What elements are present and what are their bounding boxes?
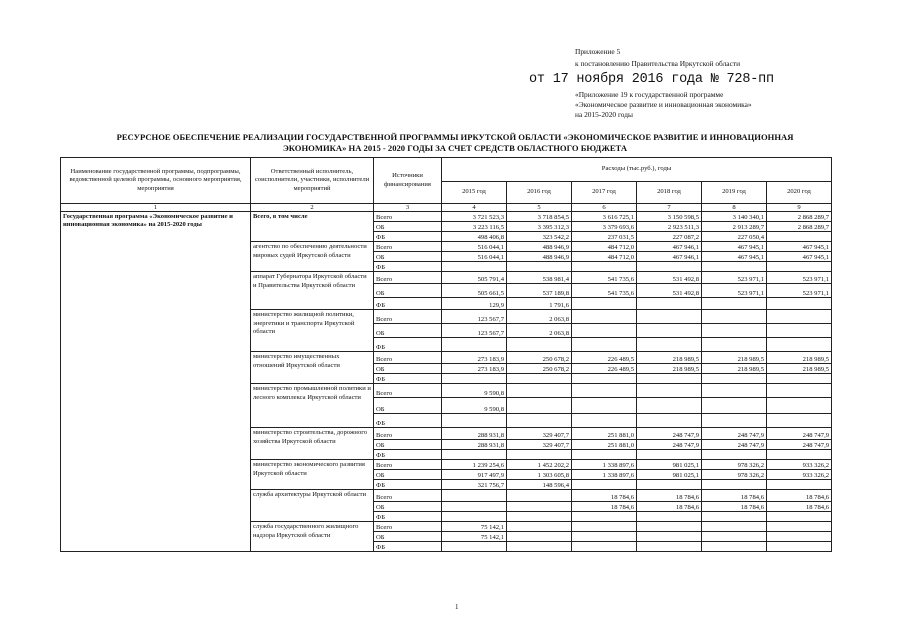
amount-cell: 248 747,9 — [637, 428, 702, 440]
appendix-label: Приложение 5 — [575, 47, 621, 56]
amount-cell: 148 596,4 — [507, 480, 572, 490]
executor-cell: Всего, в том числе — [251, 212, 374, 242]
amount-cell — [637, 374, 702, 384]
amount-cell: 3 223 116,5 — [442, 222, 507, 232]
amount-cell — [767, 232, 832, 242]
source-cell: ФБ — [374, 414, 442, 428]
amount-cell: 18 784,6 — [767, 490, 832, 502]
amount-cell — [442, 490, 507, 502]
amount-cell: 227 050,4 — [702, 232, 767, 242]
amount-cell — [702, 324, 767, 338]
amount-cell — [572, 532, 637, 542]
amount-cell: 237 031,5 — [572, 232, 637, 242]
source-cell: Всего — [374, 212, 442, 222]
amount-cell — [702, 414, 767, 428]
amount-cell: 541 735,6 — [572, 272, 637, 284]
amount-cell — [507, 414, 572, 428]
title-line-1: РЕСУРСНОЕ ОБЕСПЕЧЕНИЕ РЕАЛИЗАЦИИ ГОСУДАРСТВЕННОЙ ПРОГРАММЫ ИРКУТСКОЙ ОБЛАСТИ «ЭКОНОМИЧЕСКОЕ РАЗВИТИЕ И ИННОВАЦИОННАЯ — [116, 132, 794, 142]
source-cell: ОБ — [374, 440, 442, 450]
amount-cell: 488 946,9 — [507, 252, 572, 262]
amount-cell — [702, 310, 767, 324]
amount-cell: 75 142,1 — [442, 522, 507, 532]
source-cell: Всего — [374, 460, 442, 470]
source-cell: Всего — [374, 428, 442, 440]
amount-cell: 981 025,1 — [637, 470, 702, 480]
amount-cell — [572, 324, 637, 338]
amount-cell — [702, 522, 767, 532]
amount-cell: 227 087,2 — [637, 232, 702, 242]
amount-cell — [572, 298, 637, 310]
amount-cell — [767, 384, 832, 398]
amount-cell: 218 989,5 — [767, 352, 832, 364]
amount-cell: 484 712,0 — [572, 252, 637, 262]
source-cell: ФБ — [374, 480, 442, 490]
amount-cell: 505 661,5 — [442, 284, 507, 298]
amount-cell — [507, 502, 572, 512]
header-year: 2015 год — [442, 182, 507, 204]
amount-cell — [702, 480, 767, 490]
header-names: Наименование государственной программы, подпрограммы, ведомственной целевой программы, основного мероприятия, мероприятия — [61, 158, 251, 204]
header-source: Источники финансирования — [374, 158, 442, 204]
amount-cell: 523 971,1 — [767, 272, 832, 284]
amount-cell: 1 303 605,8 — [507, 470, 572, 480]
amount-cell: 484 712,0 — [572, 242, 637, 252]
amount-cell — [702, 512, 767, 522]
amount-cell — [637, 262, 702, 272]
amount-cell — [442, 512, 507, 522]
source-cell: ФБ — [374, 232, 442, 242]
amount-cell — [637, 338, 702, 352]
amount-cell — [572, 310, 637, 324]
executor-cell: служба государственного жилищного надзора Иркутской области — [251, 522, 374, 552]
executor-cell: министерство строительства, дорожного хозяйства Иркутской области — [251, 428, 374, 460]
amount-cell: 488 946,9 — [507, 242, 572, 252]
amount-cell: 3 718 854,5 — [507, 212, 572, 222]
amount-cell — [442, 542, 507, 552]
header-year: 2020 год — [767, 182, 832, 204]
amount-cell — [767, 298, 832, 310]
amount-cell — [637, 480, 702, 490]
amount-cell: 2 923 511,3 — [637, 222, 702, 232]
amount-cell: 18 784,6 — [702, 502, 767, 512]
column-number: 5 — [507, 204, 572, 212]
amount-cell: 251 881,0 — [572, 428, 637, 440]
column-number-row — [61, 204, 832, 212]
table-row — [61, 212, 832, 222]
amount-cell — [767, 532, 832, 542]
executor-cell: министерство имущественных отношений Иркутской области — [251, 352, 374, 384]
amount-cell — [507, 532, 572, 542]
amount-cell — [702, 532, 767, 542]
decree-reference: к постановлению Правительства Иркутской области — [575, 59, 741, 68]
amount-cell: 273 183,9 — [442, 364, 507, 374]
source-cell: ОБ — [374, 222, 442, 232]
column-number: 1 — [61, 204, 251, 212]
amount-cell: 3 395 312,3 — [507, 222, 572, 232]
amount-cell: 218 989,5 — [702, 364, 767, 374]
amount-cell: 516 044,1 — [442, 252, 507, 262]
amount-cell — [702, 298, 767, 310]
amount-cell: 2 868 289,7 — [767, 222, 832, 232]
header-year: 2017 год — [572, 182, 637, 204]
amount-cell: 218 989,5 — [702, 352, 767, 364]
amount-cell — [767, 512, 832, 522]
amount-cell: 538 981,4 — [507, 272, 572, 284]
amount-cell — [767, 262, 832, 272]
amount-cell: 523 971,1 — [702, 272, 767, 284]
amount-cell — [702, 384, 767, 398]
amount-cell: 933 326,2 — [767, 460, 832, 470]
amount-cell: 2 063,8 — [507, 324, 572, 338]
amount-cell: 18 784,6 — [637, 502, 702, 512]
amount-cell — [507, 398, 572, 414]
program-name-label: «Экономическое развитие и инновационная экономика» — [575, 100, 752, 109]
amount-cell: 273 183,9 — [442, 352, 507, 364]
amount-cell — [507, 542, 572, 552]
amount-cell — [637, 324, 702, 338]
amount-cell — [767, 374, 832, 384]
amount-cell — [767, 324, 832, 338]
amount-cell — [637, 450, 702, 460]
amount-cell: 1 452 202,2 — [507, 460, 572, 470]
amount-cell: 523 971,1 — [767, 284, 832, 298]
amount-cell: 537 189,8 — [507, 284, 572, 298]
amount-cell: 18 784,6 — [572, 502, 637, 512]
amount-cell: 467 945,1 — [702, 252, 767, 262]
amount-cell — [637, 398, 702, 414]
amount-cell: 123 567,7 — [442, 324, 507, 338]
amount-cell — [442, 450, 507, 460]
executor-cell: аппарат Губернатора Иркутской области и Правительства Иркутской области — [251, 272, 374, 310]
amount-cell: 531 492,8 — [637, 284, 702, 298]
amount-cell: 248 747,9 — [767, 428, 832, 440]
source-cell: Всего — [374, 384, 442, 398]
source-cell: ФБ — [374, 374, 442, 384]
amount-cell: 467 946,1 — [637, 242, 702, 252]
source-cell: ОБ — [374, 470, 442, 480]
source-cell: Всего — [374, 352, 442, 364]
source-cell: ФБ — [374, 262, 442, 272]
amount-cell: 9 590,8 — [442, 398, 507, 414]
amount-cell: 917 497,9 — [442, 470, 507, 480]
amount-cell: 123 567,7 — [442, 310, 507, 324]
amount-cell: 2 913 289,7 — [702, 222, 767, 232]
amount-cell: 18 784,6 — [767, 502, 832, 512]
amount-cell: 226 489,5 — [572, 364, 637, 374]
amount-cell: 250 678,2 — [507, 364, 572, 374]
source-cell: ФБ — [374, 338, 442, 352]
column-number: 9 — [767, 204, 832, 212]
column-number: 3 — [374, 204, 442, 212]
amount-cell: 2 063,8 — [507, 310, 572, 324]
amount-cell — [767, 398, 832, 414]
amount-cell — [702, 262, 767, 272]
source-cell: ФБ — [374, 542, 442, 552]
amount-cell — [507, 262, 572, 272]
amount-cell: 3 379 693,6 — [572, 222, 637, 232]
header-executor: Ответственный исполнитель, соисполнители, участники, исполнители мероприятий — [251, 158, 374, 204]
header-year: 2016 год — [507, 182, 572, 204]
amount-cell — [442, 414, 507, 428]
source-cell: ОБ — [374, 532, 442, 542]
executor-cell: министерство жилищной политики, энергетики и транспорта Иркутской области — [251, 310, 374, 352]
amount-cell — [572, 374, 637, 384]
table-body — [61, 212, 832, 552]
amount-cell — [702, 398, 767, 414]
amount-cell: 1 338 897,6 — [572, 460, 637, 470]
amount-cell: 978 326,2 — [702, 470, 767, 480]
amount-cell: 498 406,8 — [442, 232, 507, 242]
amount-cell — [572, 414, 637, 428]
amount-cell — [572, 338, 637, 352]
amount-cell: 251 881,0 — [572, 440, 637, 450]
amount-cell — [572, 262, 637, 272]
amount-cell — [767, 542, 832, 552]
amount-cell — [507, 384, 572, 398]
amount-cell — [507, 490, 572, 502]
amount-cell — [442, 262, 507, 272]
program-appendix-label: «Приложение 19 к государственной программе — [575, 90, 724, 99]
amount-cell: 218 989,5 — [637, 352, 702, 364]
amount-cell: 226 489,5 — [572, 352, 637, 364]
source-cell: ОБ — [374, 364, 442, 374]
amount-cell: 467 946,1 — [637, 252, 702, 262]
amount-cell — [637, 522, 702, 532]
amount-cell: 523 971,1 — [702, 284, 767, 298]
amount-cell — [767, 450, 832, 460]
amount-cell: 1 791,6 — [507, 298, 572, 310]
source-cell: ОБ — [374, 398, 442, 414]
amount-cell — [507, 522, 572, 532]
amount-cell: 1 239 254,6 — [442, 460, 507, 470]
source-cell: ФБ — [374, 512, 442, 522]
source-cell: ФБ — [374, 450, 442, 460]
amount-cell: 516 044,1 — [442, 242, 507, 252]
amount-cell — [767, 338, 832, 352]
resource-table — [60, 157, 832, 552]
amount-cell: 3 150 598,5 — [637, 212, 702, 222]
amount-cell: 248 747,9 — [767, 440, 832, 450]
amount-cell: 981 025,1 — [637, 460, 702, 470]
program-name-cell: Государственная программа «Экономическое развитие и инновационная экономика» на 2015-2020 годы — [61, 212, 251, 552]
amount-cell — [572, 450, 637, 460]
program-period-label: на 2015-2020 годы — [575, 110, 634, 119]
amount-cell — [702, 338, 767, 352]
amount-cell — [507, 338, 572, 352]
source-cell: Всего — [374, 272, 442, 284]
amount-cell: 1 338 897,6 — [572, 470, 637, 480]
amount-cell: 467 945,1 — [702, 242, 767, 252]
amount-cell: 329 407,7 — [507, 440, 572, 450]
amount-cell — [702, 542, 767, 552]
amount-cell — [637, 542, 702, 552]
amount-cell: 329 407,7 — [507, 428, 572, 440]
amount-cell: 323 542,2 — [507, 232, 572, 242]
document-title — [40, 132, 870, 154]
amount-cell — [767, 310, 832, 324]
source-cell: ОБ — [374, 284, 442, 298]
amount-cell: 218 989,5 — [637, 364, 702, 374]
amount-cell: 18 784,6 — [702, 490, 767, 502]
source-cell: Всего — [374, 310, 442, 324]
page-number: 1 — [455, 603, 459, 611]
source-cell: Всего — [374, 522, 442, 532]
header-year: 2019 год — [702, 182, 767, 204]
amount-cell: 467 945,1 — [767, 252, 832, 262]
amount-cell — [702, 374, 767, 384]
amount-cell: 978 326,2 — [702, 460, 767, 470]
source-cell: ОБ — [374, 252, 442, 262]
amount-cell: 321 756,7 — [442, 480, 507, 490]
amount-cell: 248 747,9 — [637, 440, 702, 450]
amount-cell — [572, 384, 637, 398]
amount-cell — [637, 414, 702, 428]
executor-cell: министерство промышленной политики и лесного комплекса Иркутской области — [251, 384, 374, 428]
column-number: 2 — [251, 204, 374, 212]
amount-cell: 933 326,2 — [767, 470, 832, 480]
amount-cell — [767, 480, 832, 490]
amount-cell: 9 590,8 — [442, 384, 507, 398]
amount-cell: 288 931,8 — [442, 428, 507, 440]
amount-cell — [572, 480, 637, 490]
amount-cell — [702, 450, 767, 460]
amount-cell — [507, 512, 572, 522]
amount-cell — [442, 374, 507, 384]
amount-cell — [572, 542, 637, 552]
amount-cell: 218 989,5 — [767, 364, 832, 374]
amount-cell: 18 784,6 — [572, 490, 637, 502]
amount-cell: 467 945,1 — [767, 242, 832, 252]
amount-cell: 3 140 340,1 — [702, 212, 767, 222]
decree-date-stamp: от 17 ноября 2016 года № 728-пп — [529, 72, 774, 87]
source-cell: Всего — [374, 490, 442, 502]
amount-cell: 3 721 523,3 — [442, 212, 507, 222]
executor-cell: министерство экономического развития Иркутской области — [251, 460, 374, 490]
source-cell: Всего — [374, 242, 442, 252]
amount-cell: 541 735,6 — [572, 284, 637, 298]
source-cell: ОБ — [374, 324, 442, 338]
amount-cell: 248 747,9 — [702, 428, 767, 440]
amount-cell — [637, 532, 702, 542]
title-line-2: ЭКОНОМИКА» НА 2015 - 2020 ГОДЫ ЗА СЧЕТ СРЕДСТВ ОБЛАСТНОГО БЮДЖЕТА — [282, 143, 628, 153]
amount-cell — [507, 450, 572, 460]
amount-cell: 250 678,2 — [507, 352, 572, 364]
amount-cell: 18 784,6 — [637, 490, 702, 502]
amount-cell — [637, 298, 702, 310]
amount-cell: 248 747,9 — [702, 440, 767, 450]
header-year: 2018 год — [637, 182, 702, 204]
amount-cell — [442, 502, 507, 512]
amount-cell — [767, 414, 832, 428]
column-number: 4 — [442, 204, 507, 212]
amount-cell — [637, 512, 702, 522]
amount-cell — [572, 398, 637, 414]
header-costs: Расходы (тыс.руб.), годы — [442, 158, 832, 182]
executor-cell: служба архитектуры Иркутской области — [251, 490, 374, 522]
amount-cell — [442, 338, 507, 352]
amount-cell: 505 791,4 — [442, 272, 507, 284]
column-number: 6 — [572, 204, 637, 212]
amount-cell — [507, 374, 572, 384]
amount-cell — [767, 522, 832, 532]
amount-cell — [572, 522, 637, 532]
executor-cell: агентство по обеспечению деятельности мировых судей Иркутской области — [251, 242, 374, 272]
amount-cell: 129,9 — [442, 298, 507, 310]
amount-cell — [572, 512, 637, 522]
amount-cell: 531 492,8 — [637, 272, 702, 284]
amount-cell — [637, 384, 702, 398]
amount-cell: 3 616 725,1 — [572, 212, 637, 222]
column-number: 8 — [702, 204, 767, 212]
source-cell: ОБ — [374, 502, 442, 512]
amount-cell — [637, 310, 702, 324]
source-cell: ФБ — [374, 298, 442, 310]
column-number: 7 — [637, 204, 702, 212]
amount-cell: 288 931,8 — [442, 440, 507, 450]
amount-cell: 75 142,1 — [442, 532, 507, 542]
amount-cell: 2 868 289,7 — [767, 212, 832, 222]
